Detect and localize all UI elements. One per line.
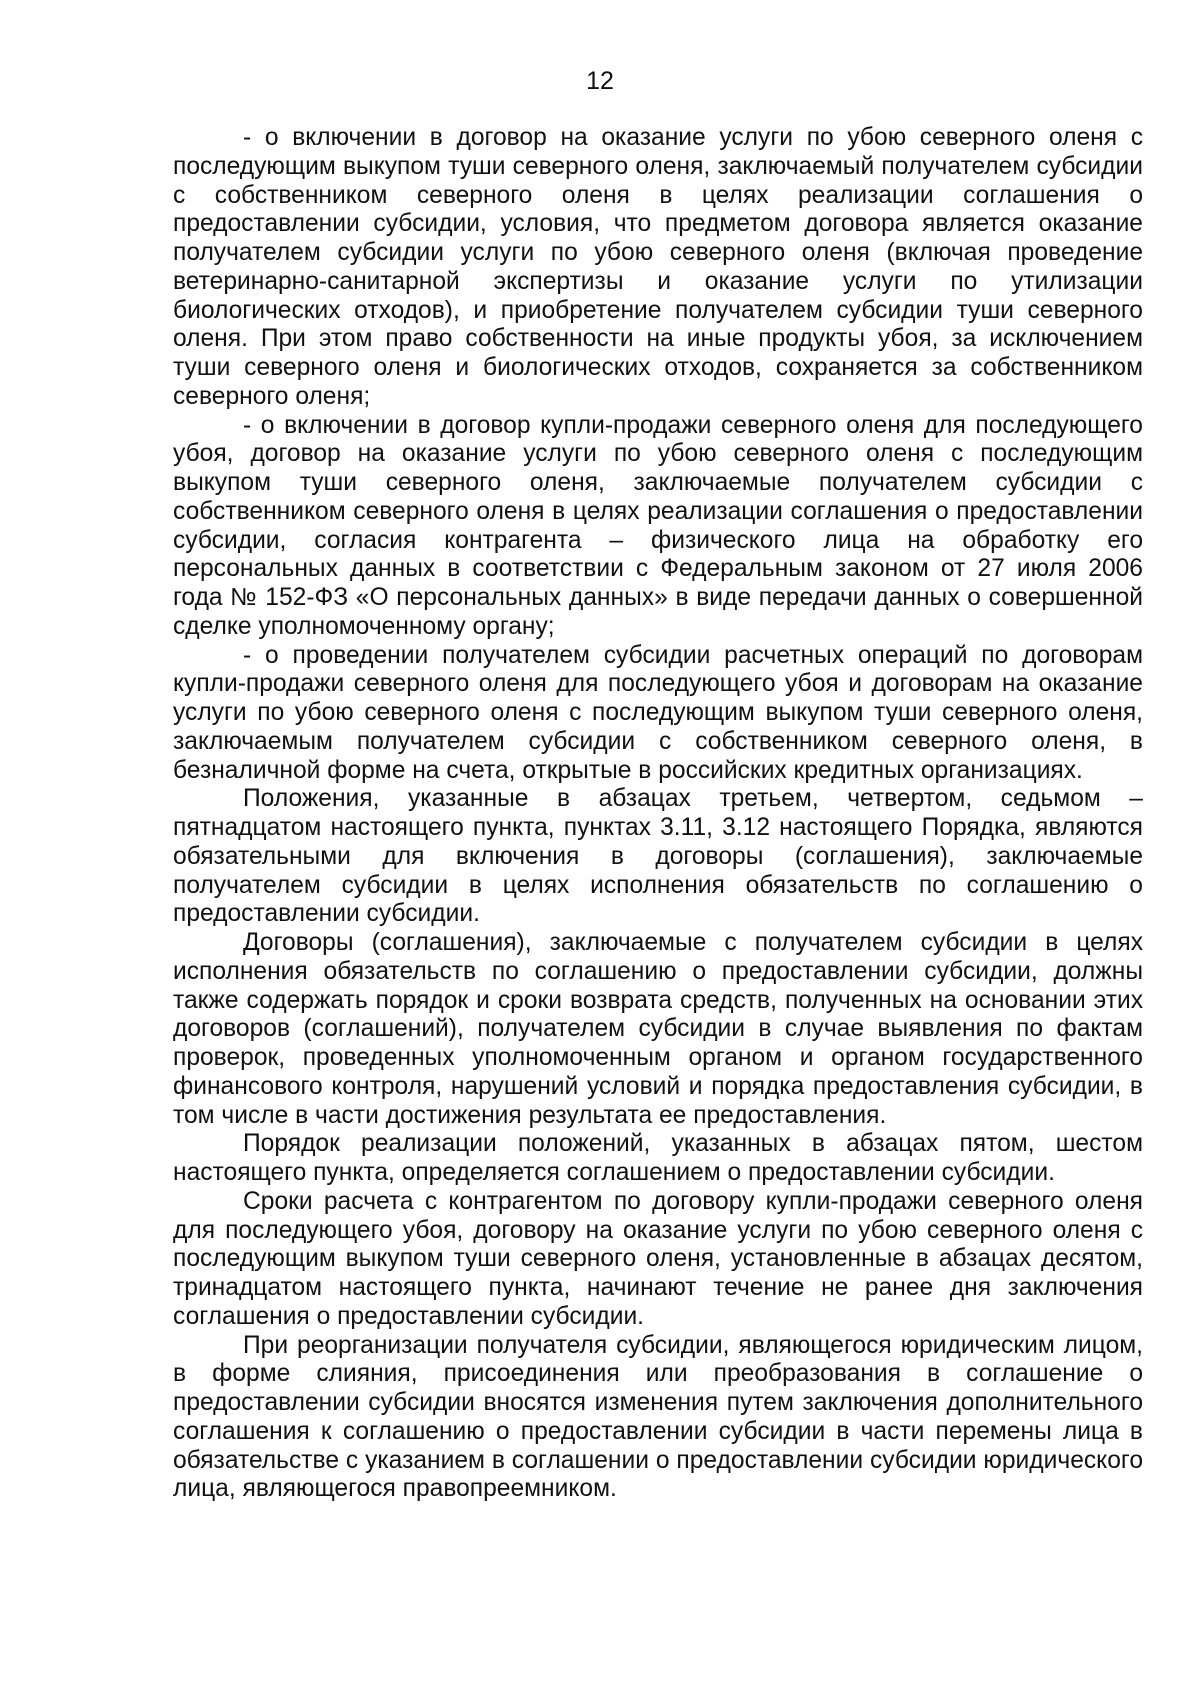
paragraph-personal-data-consent: - о включении в договор купли-продажи северного оленя для последующего убоя, договор на оказание услуги по убою северного оленя с последующим выкупом туши северного оленя, заключаемые получателем субсидии с собственником северного оленя в целях реализации соглашения о предоставлении субсидии, согласия контрагента – физического лица на обработку его персональных данных в соответствии с Федеральным законом от 27 июля 2006 года № 152-ФЗ «О персональных данных» в виде передачи данных о совершенной сделке уполномоченному органу;: [173, 411, 1143, 640]
paragraph-refund-procedure: Договоры (соглашения), заключаемые с получателем субсидии в целях исполнения обязательств по соглашению о предоставлении субсидии, должны также содержать порядок и сроки возврата средств, полученных на основании этих договоров (соглашений), получателем субсидии в случае выявления по фактам проверок, проведенных уполномоченным органом и органом государственного финансового контроля, нарушений условий и порядка предоставления субсидии, в том числе в части достижения результата ее предоставления.: [173, 929, 1143, 1129]
paragraph-settlement-terms: Сроки расчета с контрагентом по договору купли-продажи северного оленя для последующего убоя, договору на оказание услуги по убою северного оленя с последующим выкупом туши северного оленя, установленные в абзацах десятом, тринадцатом настоящего пункта, начинают течение не ранее дня заключения соглашения о предоставлении субсидии.: [173, 1187, 1143, 1330]
paragraph-implementation-procedure: Порядок реализации положений, указанных в абзацах пятом, шестом настоящего пункта, определяется соглашением о предоставлении субсидии.: [173, 1130, 1143, 1186]
paragraph-cashless-settlements: - о проведении получателем субсидии расчетных операций по договорам купли-продажи северного оленя для последующего убоя и договорам на оказание услуги по убою северного оленя с последующим выкупом туши северного оленя, заключаемым получателем субсидии с собственником северного оленя, в безналичной форме на счета, открытые в российских кредитных организациях.: [173, 641, 1143, 784]
paragraph-mandatory-provisions: Положения, указанные в абзацах третьем, четвертом, седьмом – пятнадцатом настоящего пункта, пунктах 3.11, 3.12 настоящего Порядка, являются обязательными для включения в договоры (соглашения), заключаемые получателем субсидии в целях исполнения обязательств по соглашению о предоставлении субсидии.: [173, 785, 1143, 928]
paragraph-contract-slaughter-service: - о включении в договор на оказание услуги по убою северного оленя с последующим выкупом туши северного оленя, заключаемый получателем субсидии с собственником северного оленя в целях реализации соглашения о предоставлении субсидии, условия, что предметом договора является оказание получателем субсидии услуги по убою северного оленя (включая проведение ветеринарно-санитарной экспертизы и оказание услуги по утилизации биологических отходов), и приобретение получателем субсидии туши северного оленя. При этом право собственности на иные продукты убоя, за исключением туши северного оленя и биологических отходов, сохраняется за собственником северного оленя;: [173, 124, 1143, 410]
paragraph-reorganization: При реорганизации получателя субсидии, являющегося юридическим лицом, в форме слияния, присоединения или преобразования в соглашение о предоставлении субсидии вносятся изменения путем заключения дополнительного соглашения к соглашению о предоставлении субсидии в части перемены лица в обязательстве с указанием в соглашении о предоставлении субсидии юридического лица, являющегося правопреемником.: [173, 1331, 1143, 1503]
document-body: [173, 124, 1143, 1504]
page-number: 12: [586, 67, 614, 95]
